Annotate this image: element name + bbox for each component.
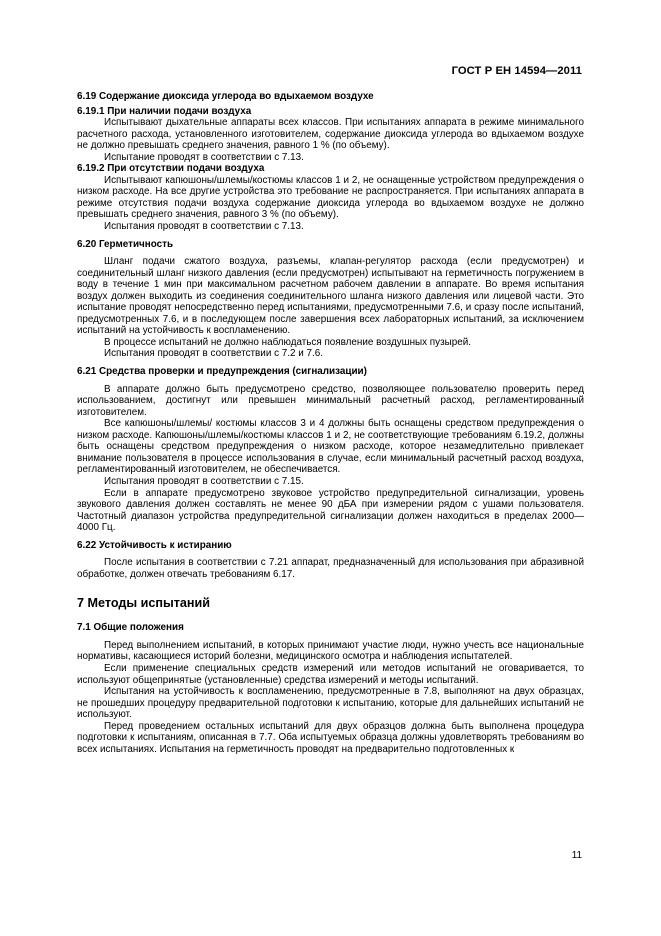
paragraph: Испытывают капюшоны/шлемы/костюмы классов 1 и 2, не оснащенные устройством предупреждения о низком расходе. На все другие устройства это требование не распространяется. При испытаниях аппарата в режиме отсутствия подачи воздуха содержание диоксида углерода во вдыхаемом воздухе не должно превышать среднего значения, равного 3 % (по объему). <box>77 174 584 221</box>
section-heading-6-19: 6.19 Содержание диоксида углерода во вдыхаемом воздухе <box>77 91 374 102</box>
paragraph: Если в аппарате предусмотрено звуковое устройство предупредительной сигнализации, уровень звукового давления должен составлять не менее 90 дБА при измерении рядом с ушами пользователя. Частотный диапазон устройства предупредительной сигнализации должен находиться в пределах 2000—4000 Гц. <box>77 487 584 534</box>
paragraph: Испытание проводят в соответствии с 7.13. <box>104 151 304 163</box>
paragraph: В процессе испытаний не должно наблюдаться появление воздушных пузырей. <box>104 336 471 348</box>
subsection-heading-6-19-2: 6.19.2 При отсутствии подачи воздуха <box>77 163 265 175</box>
paragraph: Испытания на устойчивость к воспламенению, предусмотренные в 7.8, выполняют на двух образцах, не прошедших процедуру предварительной подготовки к испытанию, которые для дальнейших испытаний не используют. <box>77 686 584 721</box>
section-heading-6-22: 6.22 Устойчивость к истиранию <box>77 539 232 551</box>
section-heading-6-21: 6.21 Средства проверки и предупреждения (сигнализации) <box>77 366 367 378</box>
paragraph: Если применение специальных средств измерений или методов испытаний не оговаривается, то используют общепринятые (установленные) средства измерений и методы испытаний. <box>77 662 584 686</box>
section-heading-6-20: 6.20 Герметичность <box>77 238 174 250</box>
chapter-heading-7: 7 Методы испытаний <box>77 596 210 611</box>
page-content <box>77 91 584 755</box>
paragraph: Испытания проводят в соответствии с 7.2 и 7.6. <box>104 348 323 360</box>
paragraph: Шланг подачи сжатого воздуха, разъемы, клапан-регулятор расхода (если предусмотрен) и соединительный шланг низкого давления (если предусмотрен) испытывают на герметичность погружением в воду в течение 1 мин при максимальном расчетном рабочем давлении в аппарате. Во время испытания воздух должен выходить из соединения соединительного шланга низкого давления или лицевой части. Это испытание проводят непосредственно перед испытаниями, предусмотренными 7.6, и сразу после испытаний, предусмотренных 7.6, и в последующем после завершения всех лабораторных испытаний, за исключением испытаний на устойчивость к воспламенению. <box>77 256 584 337</box>
paragraph: Перед проведением остальных испытаний для двух образцов должна быть выполнена процедура подготовки к испытаниям, описанная в 7.7. Оба испытуемых образца должны удовлетворять требованиям во всех испытаниях. Испытания на герметичность проводят на предварительно подготовленных к <box>77 720 584 755</box>
paragraph: Испытания проводят в соответствии с 7.15. <box>104 475 304 487</box>
page-number: 11 <box>571 850 582 861</box>
paragraph: В аппарате должно быть предусмотрено средство, позволяющее пользователю проверить перед использованием, достигнут или превышен минимальный расчетный расход, регламентированный изготовителем. <box>77 383 584 418</box>
standard-code-header: ГОСТ Р ЕН 14594—2011 <box>451 65 582 77</box>
section-heading-7-1: 7.1 Общие положения <box>77 622 184 634</box>
paragraph: Испытывают дыхательные аппараты всех классов. При испытаниях аппарата в режиме минимального расчетного расхода, установленного изготовителем, содержание диоксида углерода во вдыхаемом воздухе не должно превышать среднего значения, равного 1 % (по объему). <box>77 117 584 152</box>
paragraph: Испытания проводят в соответствии с 7.13. <box>104 221 304 233</box>
paragraph: После испытания в соответствии с 7.21 аппарат, предназначенный для использования при абразивной обработке, должен отвечать требованиям 6.17. <box>77 557 584 580</box>
paragraph: Перед выполнением испытаний, в которых принимают участие люди, нужно учесть все национальные нормативы, касающиеся историй болезни, медицинского осмотра и наблюдения испытателей. <box>77 639 584 663</box>
paragraph: Все капюшоны/шлемы/ костюмы классов 3 и 4 должны быть оснащены средством предупреждения о низком расходе. Капюшоны/шлемы/костюмы классов 1 и 2, не соответствующие требованиям 6.19.2, должны быть оснащены средством предупреждения о низком расходе, которое незамедлительно привлекает внимание пользователя в процессе использования в случае, если минимальный расчетный расход воздуха, регламентированный изготовителем, не обеспечивается. <box>77 418 584 476</box>
subsection-heading-6-19-1: 6.19.1 При наличии подачи воздуха <box>77 105 252 117</box>
